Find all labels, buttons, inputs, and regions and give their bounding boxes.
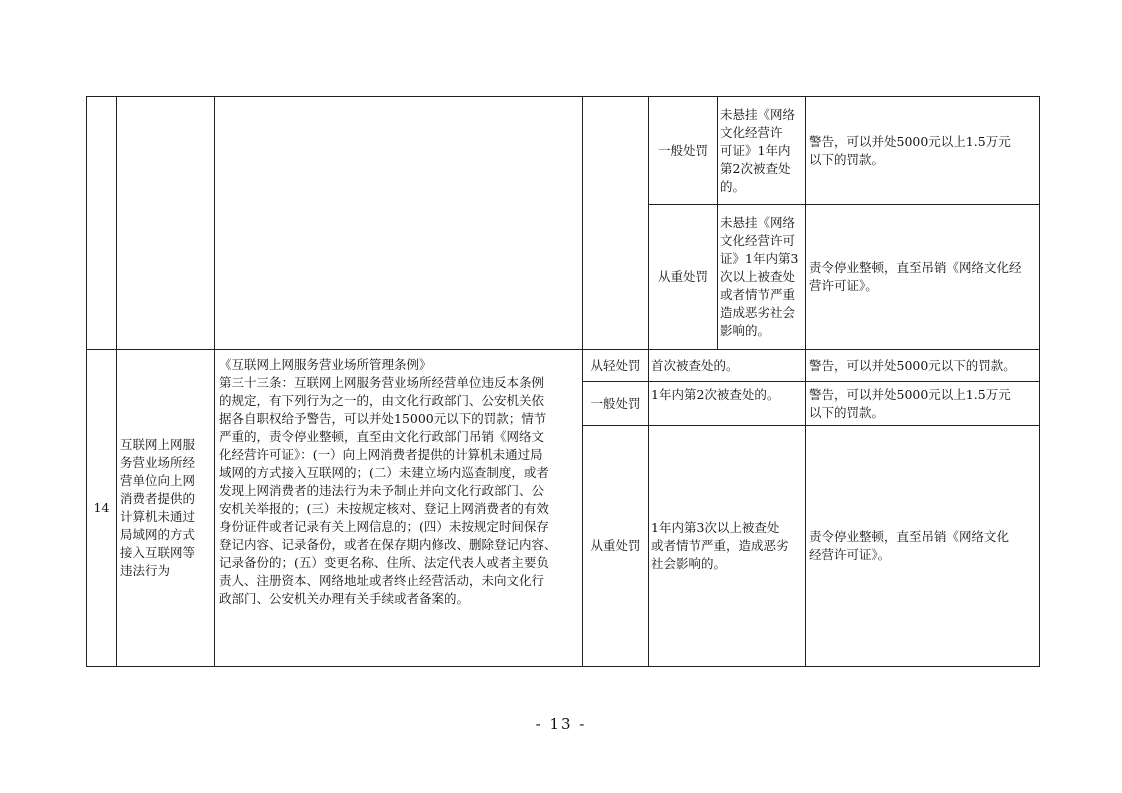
discretion-standard: 1年内第3次以上被查处 或者情节严重，造成恶劣 社会影响的。 xyxy=(649,426,806,667)
discretion-standard: 1年内第2次被查处的。 xyxy=(649,382,806,426)
discretion-standard: 未悬挂《网络 文化经营许可 证》1年内第3 次以上被查处 或者情节严重 造成恶劣社会 影响的。 xyxy=(718,205,806,350)
discretion-standard: 未悬挂《网络 文化经营许 可证》1年内 第2次被查处 的。 xyxy=(718,97,806,205)
violation-cell xyxy=(117,97,215,350)
penalty-table xyxy=(86,96,1040,667)
legal-basis-cell xyxy=(215,97,583,350)
penalty-level: 一般处罚 xyxy=(583,382,649,426)
discretion-standard: 首次被查处的。 xyxy=(649,350,806,382)
page-number: - 13 - xyxy=(535,715,587,733)
penalty-level: 从轻处罚 xyxy=(583,350,649,382)
violation-description: 互联网上网服 务营业场所经 营单位向上网 消费者提供的 计算机未通过 局域网的方式 接入互联网等 违法行为 xyxy=(117,350,215,667)
item-number-cell xyxy=(87,97,117,350)
penalty-measure: 警告，可以并处5000元以上1.5万元 以下的罚款。 xyxy=(806,382,1040,426)
penalty-measure: 责令停业整顿，直至吊销《网络文化 经营许可证》。 xyxy=(806,426,1040,667)
item-number: 14 xyxy=(87,350,117,667)
penalty-level: 从重处罚 xyxy=(649,205,718,350)
penalty-measure: 警告，可以并处5000元以下的罚款。 xyxy=(806,350,1040,382)
discretion-cell xyxy=(583,97,649,350)
penalty-level: 一般处罚 xyxy=(649,97,718,205)
table-row xyxy=(87,97,1040,205)
legal-basis-title: 《互联网上网服务营业场所管理条例》 xyxy=(219,357,432,372)
penalty-measure: 责令停业整顿，直至吊销《网络文化经 营许可证》。 xyxy=(806,205,1040,350)
penalty-measure: 警告，可以并处5000元以上1.5万元 以下的罚款。 xyxy=(806,97,1040,205)
table-row xyxy=(87,350,1040,382)
legal-basis: 《互联网上网服务营业场所管理条例》 第三十三条：互联网上网服务营业场所经营单位违反本条例 的规定，有下列行为之一的，由文化行政部门、公安机关依 据各自职权给予警告，可以并处15000元以下的罚款；情节 严重的，责令停业整顿，直至由文化行政部门吊销《网络文 化经营许可证》：(一）向上网消费者提供的计算机未通过局 域网的方式接入互联网的；(二）未建立场内巡查制度，或者 发现上网消费者的违法行为未予制止并向文化行政部门、公 安机关举报的；(三）未按规定核对、登记上网消费者的有效 身份证件或者记录有关上网信息的；(四）未按规定时间保存 登记内容、记录备份，或者在保存期内修改、删除登记内容、 记录备份的；(五）变更名称、住所、法定代表人或者主要负 责人、注册资本、网络地址或者终止经营活动，未向文化行 政部门、公安机关办理有关手续或者备案的。 xyxy=(215,350,583,667)
penalty-level: 从重处罚 xyxy=(583,426,649,667)
